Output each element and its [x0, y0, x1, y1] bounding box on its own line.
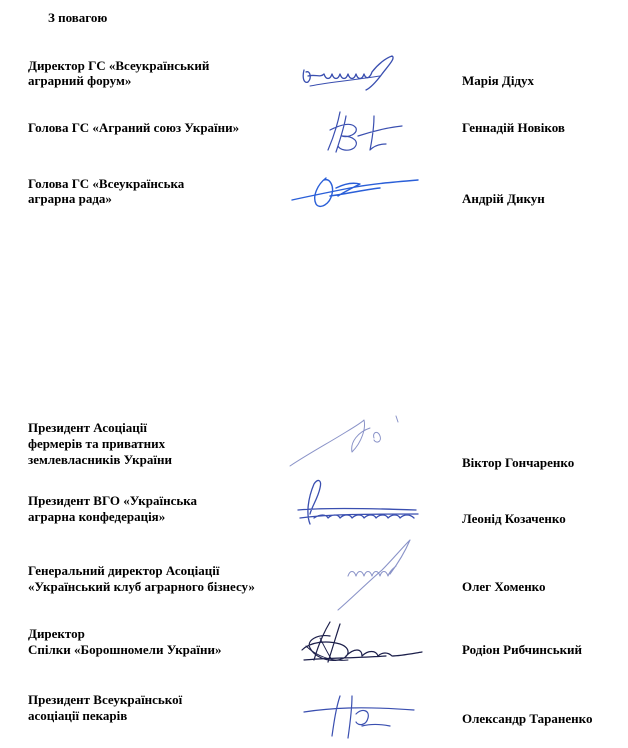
- signatory-2-name: Геннадій Новіков: [462, 120, 565, 135]
- signatory-3-role-line-2: аграрна рада»: [28, 191, 112, 206]
- signatory-3-name: Андрій Дикун: [462, 191, 545, 206]
- signatory-4-name: Віктор Гончаренко: [462, 455, 575, 470]
- signature-5: [290, 474, 424, 532]
- closing-text: З повагою: [48, 10, 108, 25]
- signatory-5-role-line-2: аграрна конфедерація»: [28, 509, 166, 524]
- signature-1: [296, 52, 406, 97]
- signatory-6-role-line-2: «Український клуб аграрного бізнесу»: [28, 579, 255, 594]
- signatory-5-name: Леонід Козаченко: [462, 511, 566, 526]
- signature-7: [296, 616, 426, 672]
- signatory-8-role-line-1: Президент Всеукраїнської: [28, 692, 183, 707]
- signatory-8-name: Олександр Тараненко: [462, 711, 593, 726]
- signature-4: [286, 408, 416, 470]
- signatory-7-role-line-1: Директор: [28, 626, 85, 641]
- signatory-1-name: Марія Дідух: [462, 73, 535, 88]
- signatory-4-role-line-2: фермерів та приватних: [28, 436, 166, 451]
- signatory-7-name: Родіон Рибчинський: [462, 642, 583, 657]
- signatory-5-role-line-1: Президент ВГО «Українська: [28, 493, 198, 508]
- signature-6: [334, 536, 434, 614]
- signatory-2-role-line-1: Голова ГС «Аграний союз України»: [28, 120, 240, 135]
- signatory-4-role-line-3: землевласників України: [28, 452, 172, 467]
- signatory-8-role-line-2: асоціації пекарів: [28, 708, 128, 723]
- signatory-3-role-line-1: Голова ГС «Всеукраїнська: [28, 176, 185, 191]
- signatory-6-role-line-1: Генеральний директор Асоціації: [28, 563, 220, 578]
- signature-8: [300, 686, 420, 746]
- signatory-1-role-line-1: Директор ГС «Всеукраїнський: [28, 58, 210, 73]
- signature-3: [290, 166, 422, 214]
- signatory-7-role-line-2: Спілки «Борошномели України»: [28, 642, 222, 657]
- signatory-6-name: Олег Хоменко: [462, 579, 546, 594]
- signatory-4-role-line-1: Президент Асоціації: [28, 420, 147, 435]
- signatory-1-role-line-2: аграрний форум»: [28, 73, 132, 88]
- signature-2: [318, 106, 408, 156]
